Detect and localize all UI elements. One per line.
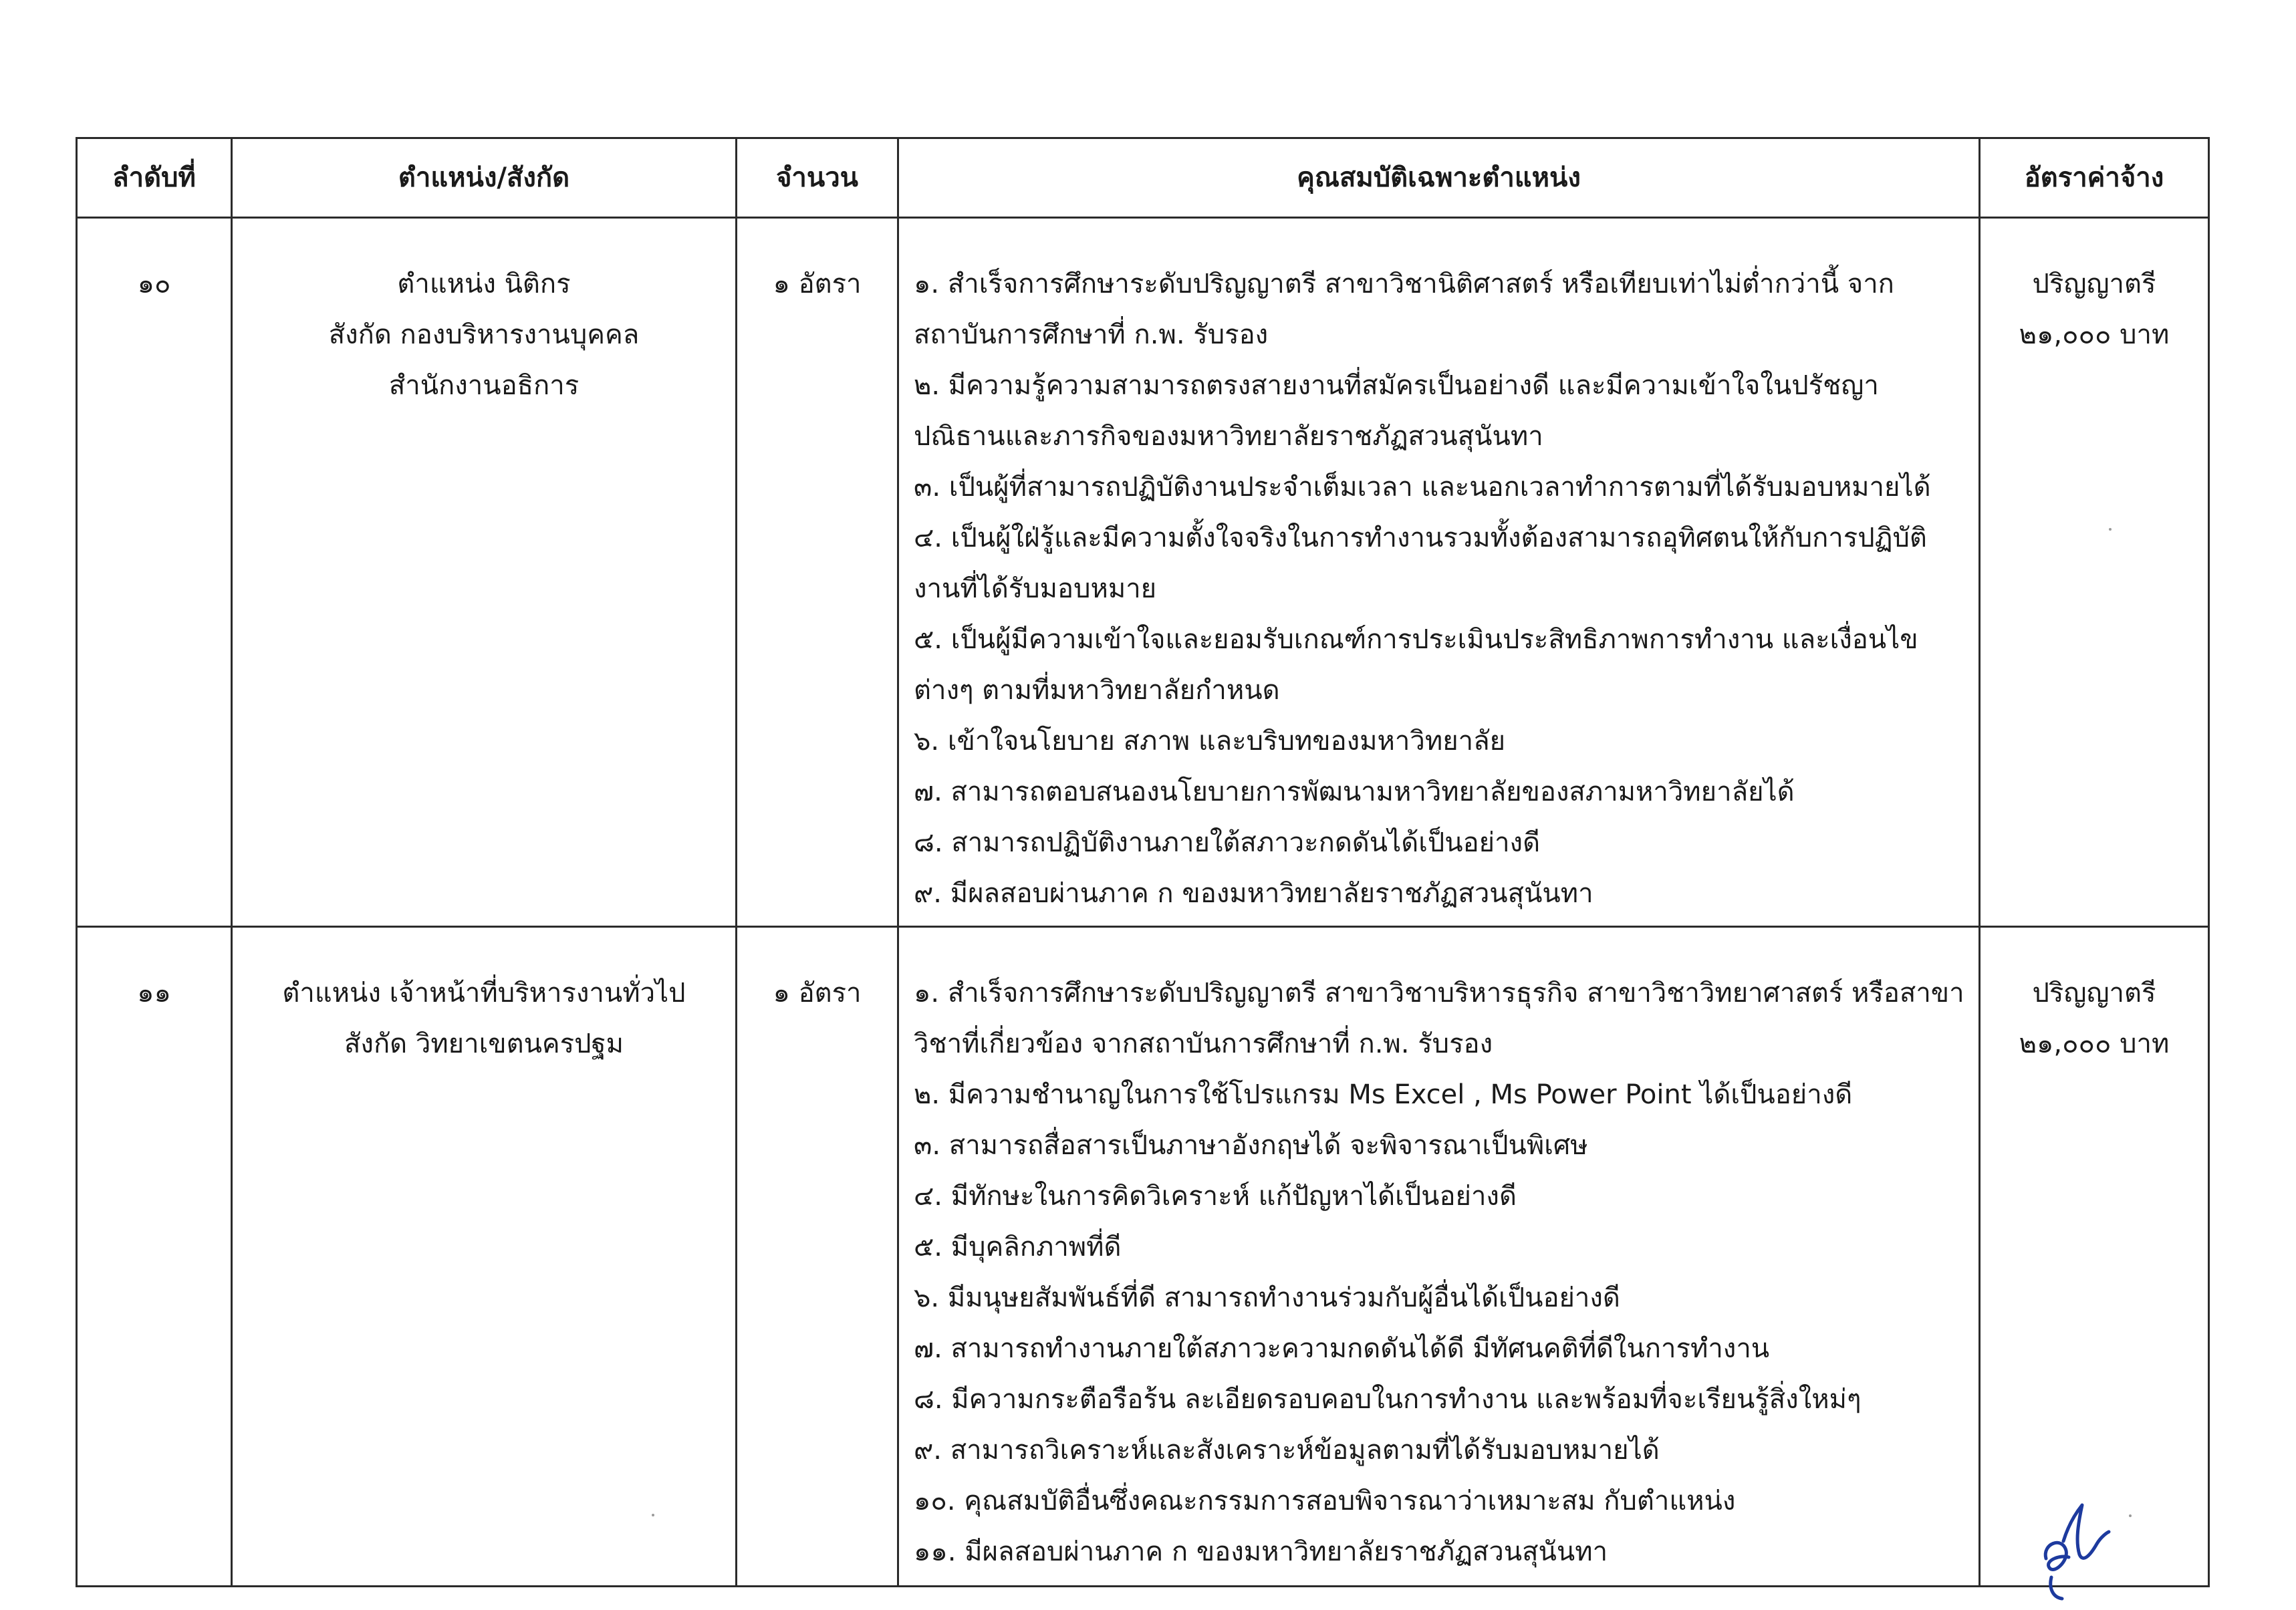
qualification-item: ๘. มีความกระตือรือร้น ละเอียดรอบคอบในการทำงาน และพร้อมที่จะเรียนรู้สิ่งใหม่ๆ	[914, 1384, 1862, 1415]
header-count: จำนวน	[737, 138, 898, 218]
table-row	[77, 927, 2209, 1587]
position-department: สังกัด วิทยาเขตนครปฐม	[344, 1029, 624, 1059]
row-number: ๑๐	[77, 218, 232, 927]
rate-degree: ปริญญาตรี	[2032, 269, 2156, 299]
qualification-item: ๙. มีผลสอบผ่านภาค ก ของมหาวิทยาลัยราชภัฏสวนสุนันทา	[914, 878, 1593, 909]
qualification-item: ๒. มีความชำนาญในการใช้โปรแกรม Ms Excel , Ms Power Point ได้เป็นอย่างดี	[914, 1079, 1853, 1110]
qualifications-cell	[898, 218, 1980, 927]
position-count: ๑ อัตรา	[737, 218, 898, 927]
position-cell	[232, 218, 737, 927]
qualification-item: ๓. เป็นผู้ที่สามารถปฏิบัติงานประจำเต็มเวลา และนอกเวลาทำการตามที่ได้รับมอบหมายได้	[914, 472, 1931, 503]
job-positions-table	[76, 137, 2210, 1587]
position-title: ตำแหน่ง นิติกร	[397, 269, 571, 299]
position-office: สำนักงานอธิการ	[388, 370, 580, 401]
header-position: ตำแหน่ง/สังกัด	[232, 138, 737, 218]
scan-speck	[652, 1514, 654, 1516]
qualification-item: ๑๐. คุณสมบัติอื่นซึ่งคณะกรรมการสอบพิจารณาว่าเหมาะสม กับตำแหน่ง	[914, 1486, 1736, 1516]
qualification-item: ๗. สามารถทำงานภายใต้สภาวะความกดดันได้ดี มีทัศนคติที่ดีในการทำงาน	[914, 1333, 1770, 1364]
qualification-item: ๔. มีทักษะในการคิดวิเคราะห์ แก้ปัญหาได้เป็นอย่างดี	[914, 1181, 1517, 1212]
signature-initials	[2022, 1497, 2122, 1604]
position-department: สังกัด กองบริหารงานบุคคล	[328, 319, 640, 350]
qualification-item: ๕. เป็นผู้มีความเข้าใจและยอมรับเกณฑ์การประเมินประสิทธิภาพการทำงาน และเงื่อนไขต่างๆ ตามที่มหาวิทยาลัยกำหนด	[914, 624, 1918, 706]
qualification-item: ๒. มีความรู้ความสามารถตรงสายงานที่สมัครเป็นอย่างดี และมีความเข้าใจในปรัชญาปณิธานและภารกิจของมหาวิทยาลัยราชภัฏสวนสุนันทา	[914, 370, 1879, 452]
qualification-item: ๗. สามารถตอบสนองนโยบายการพัฒนามหาวิทยาลัยของสภามหาวิทยาลัยได้	[914, 777, 1795, 807]
qualification-item: ๑. สำเร็จการศึกษาระดับปริญญาตรี สาขาวิชานิติศาสตร์ หรือเทียบเท่าไม่ต่ำกว่านี้ จากสถาบันการศึกษาที่ ก.พ. รับรอง	[914, 269, 1894, 350]
rate-cell	[1980, 927, 2209, 1587]
header-no: ลำดับที่	[77, 138, 232, 218]
position-title: ตำแหน่ง เจ้าหน้าที่บริหารงานทั่วไป	[282, 978, 686, 1009]
rate-degree: ปริญญาตรี	[2032, 978, 2156, 1009]
qualification-item: ๘. สามารถปฏิบัติงานภายใต้สภาวะกดดันได้เป็นอย่างดี	[914, 827, 1541, 858]
qualification-item: ๕. มีบุคลิกภาพที่ดี	[914, 1232, 1122, 1262]
rate-cell	[1980, 218, 2209, 927]
qualification-item: ๑. สำเร็จการศึกษาระดับปริญญาตรี สาขาวิชาบริหารธุรกิจ สาขาวิชาวิทยาศาสตร์ หรือสาขาวิชาที่เกี่ยวข้อง จากสถาบันการศึกษาที่ ก.พ. รับรอง	[914, 978, 1964, 1059]
qualification-item: ๙. สามารถวิเคราะห์และสังเคราะห์ข้อมูลตามที่ได้รับมอบหมายได้	[914, 1435, 1660, 1466]
qualification-item: ๑๑. มีผลสอบผ่านภาค ก ของมหาวิทยาลัยราชภัฏสวนสุนันทา	[914, 1536, 1608, 1567]
scan-speck	[2109, 528, 2112, 531]
qualification-item: ๖. มีมนุษยสัมพันธ์ที่ดี สามารถทำงานร่วมกับผู้อื่นได้เป็นอย่างดี	[914, 1283, 1620, 1313]
scan-speck	[2129, 1514, 2132, 1517]
header-qualifications: คุณสมบัติเฉพาะตำแหน่ง	[898, 138, 1980, 218]
qualifications-cell	[898, 927, 1980, 1587]
table-row	[77, 218, 2209, 927]
row-number: ๑๑	[77, 927, 232, 1587]
qualification-item: ๔. เป็นผู้ใฝ่รู้และมีความตั้งใจจริงในการทำงานรวมทั้งต้องสามารถอุทิศตนให้กับการปฏิบัติงานที่ได้รับมอบหมาย	[914, 523, 1927, 604]
rate-amount: ๒๑,๐๐๐ บาท	[2019, 1029, 2170, 1059]
table-header	[77, 138, 2209, 218]
qualification-item: ๖. เข้าใจนโยบาย สภาพ และบริบทของมหาวิทยาลัย	[914, 726, 1506, 757]
table-body	[77, 218, 2209, 1587]
qualification-item: ๓. สามารถสื่อสารเป็นภาษาอังกฤษได้ จะพิจารณาเป็นพิเศษ	[914, 1130, 1588, 1161]
position-cell	[232, 927, 737, 1587]
header-rate: อัตราค่าจ้าง	[1980, 138, 2209, 218]
header-row	[77, 138, 2209, 218]
position-count: ๑ อัตรา	[737, 927, 898, 1587]
rate-amount: ๒๑,๐๐๐ บาท	[2019, 319, 2170, 350]
